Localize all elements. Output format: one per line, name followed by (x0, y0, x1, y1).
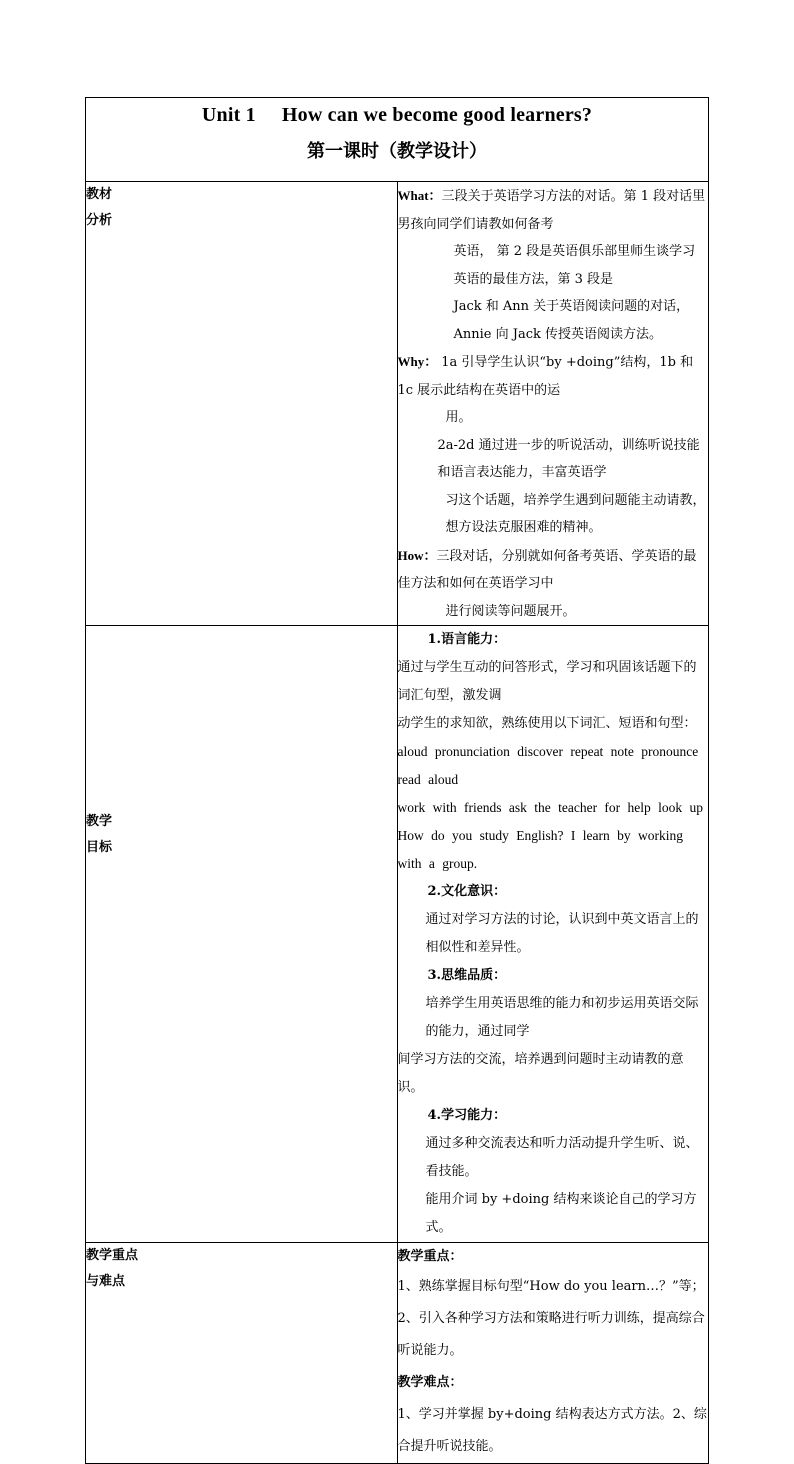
why-text: 2a-2d 通过进一步的听说活动，训练听说技能和语言表达能力，丰富英语学 (437, 437, 700, 480)
thinking-quality-heading: 3.思维品质： (427, 968, 507, 983)
lesson-plan-table (85, 97, 709, 1464)
keypoints-content (397, 1243, 709, 1464)
what-text: 三段关于英语学习方法的对话。第 1 段对话里男孩向同学们请教如何备考 (397, 189, 706, 232)
what-text: Jack 和 Ann 关于英语阅读问题的对话，Annie 向 Jack 传授英语阅读方法。 (453, 299, 690, 342)
analysis-label: 教材 分析 (86, 182, 398, 626)
lesson-subtitle: 第一课时（教学设计） (307, 141, 487, 162)
vocab-line: How do you study English? I learn by working with a group. (397, 828, 683, 871)
how-text: 三段对话，分别就如何备考英语、学英语的最佳方法和如何在英语学习中 (397, 548, 697, 591)
vocab-line: aloud pronunciation discover repeat note pronounce read aloud (397, 744, 699, 787)
focus-item: 2、引入各种学习方法和策略进行听力训练，提高综合听说能力。 (397, 1311, 705, 1358)
why-key: Why： (397, 354, 438, 369)
objective-text: 培养学生用英语思维的能力和初步运用英语交际的能力，通过同学 (425, 996, 699, 1039)
why-text: 1a 引导学生认识“by +doing”结构，1b 和 1c 展示此结构在英语中的运 (397, 355, 694, 398)
why-text: 习这个话题，培养学生遇到问题能主动请教，想方设法克服困难的精神。 (445, 492, 706, 535)
objective-text: 通过对学习方法的讨论，认识到中英文语言上的相似性和差异性。 (425, 912, 699, 955)
keypoints-label: 教学重点 与难点 (86, 1243, 398, 1464)
focus-heading: 教学重点： (397, 1249, 463, 1264)
vocab-line: work with friends ask the teacher for help look up (397, 800, 704, 815)
objective-text: 通过多种交流表达和听力活动提升学生听、说、看技能。 (425, 1136, 699, 1179)
objective-text: 间学习方法的交流，培养遇到问题时主动请教的意识。 (397, 1052, 684, 1095)
objective-text: 能用介词 by +doing 结构来谈论自己的学习方式。 (425, 1192, 697, 1235)
how-key: How： (397, 547, 437, 563)
objectives-label: 教学 目标 (86, 626, 398, 1243)
objectives-content (397, 626, 709, 1243)
cultural-awareness-heading: 2.文化意识： (427, 884, 507, 899)
focus-item: 1、熟练掌握目标句型“How do you learn…？”等； (397, 1279, 705, 1294)
objective-text: 动学生的求知欲，熟练使用以下词汇、短语和句型： (397, 716, 697, 731)
unit-number: Unit 1 (201, 104, 256, 126)
difficulty-heading: 教学难点： (397, 1375, 463, 1390)
unit-title (86, 104, 708, 127)
what-text: 英语， 第 2 段是英语俱乐部里师生谈学习英语的最佳方法，第 3 段是 (453, 244, 696, 287)
why-text: 用。 (445, 410, 472, 425)
difficulty-item: 1、学习并掌握 by+doing 结构表达方式方法。2、综合提升听说技能。 (397, 1407, 707, 1454)
language-ability-heading: 1.语言能力： (427, 632, 507, 647)
objective-text: 通过与学生互动的问答形式，学习和巩固该话题下的词汇句型，激发调 (397, 660, 697, 703)
what-key: What： (397, 188, 442, 203)
how-text: 进行阅读等问题展开。 (445, 603, 576, 619)
title-cell (86, 98, 709, 182)
unit-question: How can we become good learners? (281, 104, 593, 126)
analysis-content (397, 182, 709, 626)
learning-ability-heading: 4.学习能力： (427, 1108, 507, 1123)
